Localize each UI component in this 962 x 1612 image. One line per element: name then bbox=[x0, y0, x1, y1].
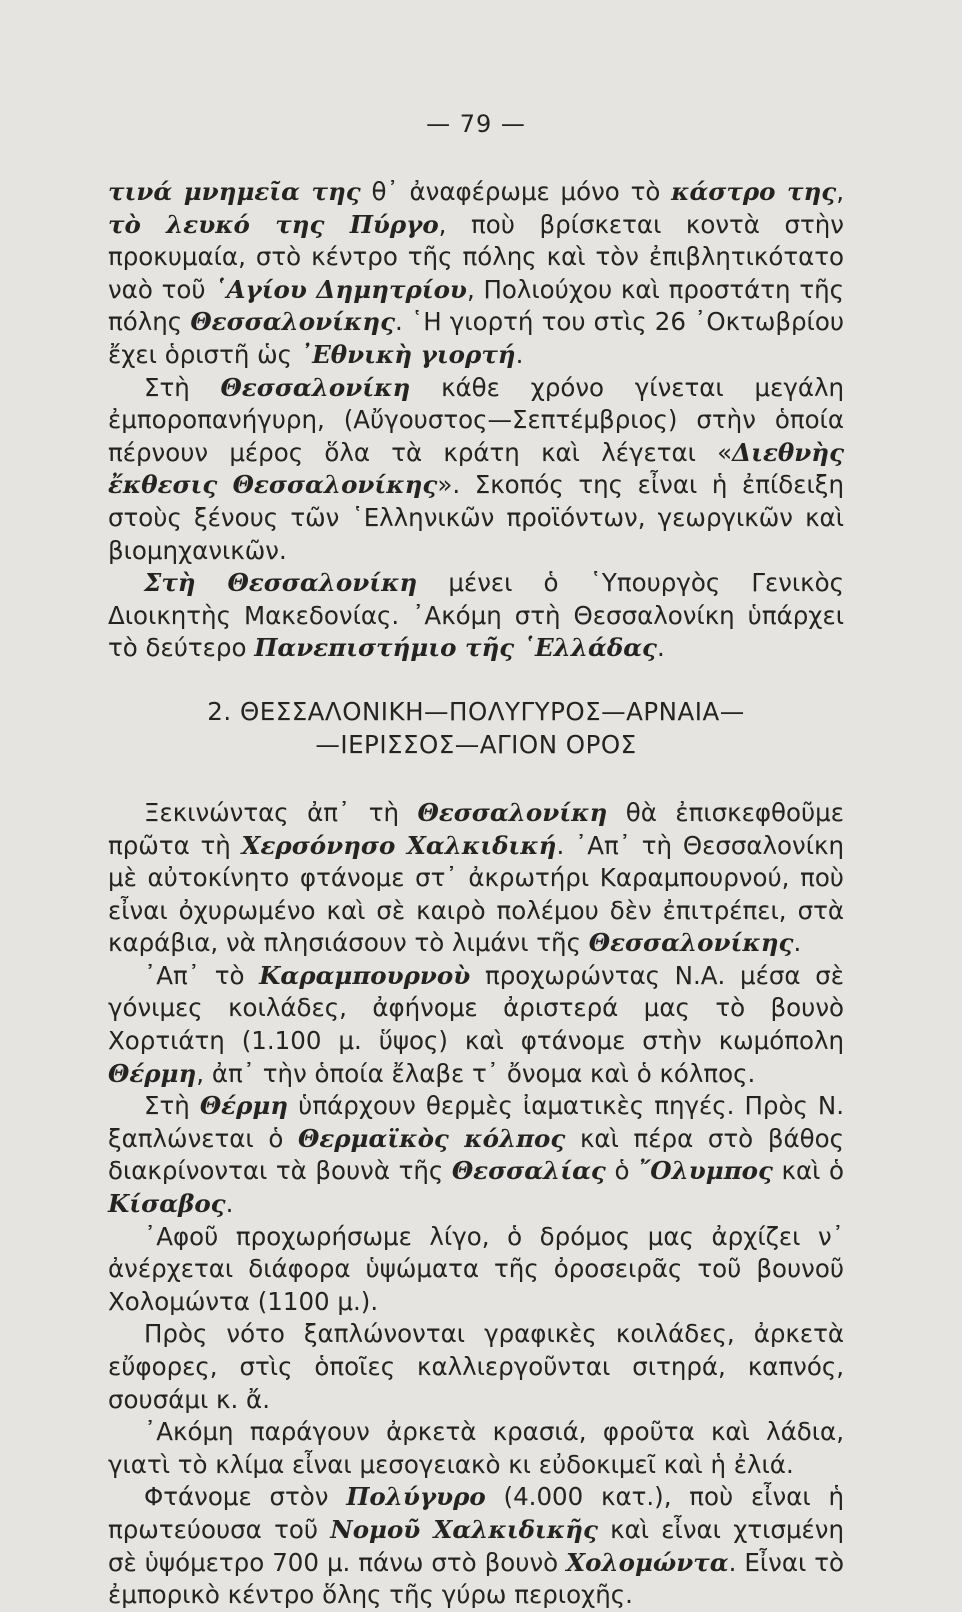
section-heading-line-2: —ΙΕΡΙΣΣΟΣ—ΑΓΙΟΝ ΟΡΟΣ bbox=[315, 729, 637, 759]
emphasized-term: Διεθνὴς ἔκθεσις Θεσσαλονίκης bbox=[108, 437, 844, 500]
text-run: , ἀπ᾽ τὴν ὁποία ἔλαβε τ᾽ ὄνομα καὶ ὁ κόλπος. bbox=[196, 1058, 756, 1088]
text-run: , Πολιούχου καὶ προστάτη τῆς πόλης bbox=[108, 274, 844, 337]
emphasized-term: Θερμαϊκὸς κόλπος bbox=[298, 1123, 566, 1153]
paragraph bbox=[108, 567, 844, 665]
text-run: . ῾Η γιορτή του στὶς 26 ᾽Οκτωβρίου ἔχει ὁριστῆ ὡς bbox=[108, 307, 845, 369]
text-run: . Εἶναι τὸ ἐμπορικὸ κέντρο ὅλης τῆς γύρω περιοχῆς. bbox=[108, 1547, 844, 1610]
emphasized-term: Θέρμη bbox=[108, 1058, 197, 1088]
emphasized-term: Θέρμη bbox=[199, 1091, 289, 1121]
text-run: ὑπάρχουν θερμὲς ἰαματικὲς πηγές. Πρὸς Ν. ξαπλώνεται ὁ bbox=[108, 1091, 845, 1153]
text-run: ». Σκοπός της εἶναι ἡ ἐπίδειξη στοὺς ξένους τῶν ῾Ελληνικῶν προϊόντων, γεωργικῶν καὶ βιομηχανικῶν. bbox=[108, 470, 844, 565]
section-heading-line-1: 2. ΘΕΣΣΑΛΟΝΙΚΗ—ΠΟΛΥΓΥΡΟΣ—ΑΡΝΑΙΑ— bbox=[207, 696, 745, 726]
text-run: , bbox=[836, 177, 844, 206]
emphasized-term: Πανεπιστήμιο τῆς ῾Ελλάδας bbox=[254, 633, 657, 663]
emphasized-term: Χολομώντα bbox=[566, 1547, 729, 1577]
emphasized-term: τὸ λευκό της Πύργο bbox=[108, 209, 439, 239]
text-run: καὶ εἶναι χτισμένη σὲ ὑψόμετρο 700 μ. πάνω στὸ βουνὸ bbox=[108, 1514, 844, 1577]
emphasized-term: Θεσσαλίας bbox=[451, 1156, 606, 1186]
paragraph bbox=[108, 960, 844, 1090]
emphasized-term: Κίσαβος bbox=[108, 1189, 226, 1219]
paragraph bbox=[108, 1416, 844, 1481]
emphasized-term: Θεσσαλονίκης bbox=[190, 307, 396, 337]
paragraph bbox=[108, 1221, 844, 1319]
text-run: . bbox=[225, 1189, 234, 1219]
bottom-text-block bbox=[108, 797, 844, 1612]
text-run: . bbox=[793, 928, 802, 958]
text-run: καὶ ὁ bbox=[772, 1156, 844, 1186]
emphasized-term: Θεσσαλονίκη bbox=[417, 797, 608, 827]
text-run: Πρὸς νότο ξαπλώνονται γραφικὲς κοιλάδες, ἀρκετὰ εὔφορες, στὶς ὁποῖες καλλιεργοῦνται σιτηρά, καπνός, σουσάμι κ. ἄ. bbox=[108, 1319, 844, 1414]
section-heading bbox=[108, 695, 844, 761]
emphasized-term: Νομοῦ Χαλκιδικῆς bbox=[330, 1514, 598, 1544]
text-run: . bbox=[656, 633, 665, 663]
text-run: θὰ ἐπισκεφθοῦμε πρῶτα τὴ bbox=[108, 797, 844, 860]
paragraph bbox=[108, 797, 844, 960]
text-run: . bbox=[515, 339, 524, 369]
emphasized-term: ῎Ολυμπος bbox=[638, 1156, 773, 1186]
text-run: (4.000 κατ.), ποὺ εἶναι ἡ πρωτεύουσα τοῦ bbox=[108, 1482, 845, 1544]
emphasized-term: ῾Αγίου Δημητρίου bbox=[214, 274, 467, 304]
text-run: Φτάνομε στὸν bbox=[144, 1482, 347, 1512]
text-run: προχωρώντας Ν.Α. μέσα σὲ γόνιμες κοιλάδες, ἀφήνομε ἀριστερά μας τὸ βουνὸ Χορτιάτη (1.100 μ. ὕψος) καὶ φτάνομε στὴν κωμόπολη bbox=[108, 960, 844, 1056]
emphasized-term: τινά μνημεῖα της bbox=[108, 177, 361, 206]
top-text-block bbox=[108, 176, 844, 665]
paragraph bbox=[108, 1090, 844, 1220]
emphasized-term: ᾽Εθνικὴ γιορτή bbox=[299, 339, 516, 369]
emphasized-term: Θεσσαλονίκη bbox=[220, 372, 411, 402]
page-number: — 79 — bbox=[426, 110, 526, 138]
emphasized-term: Πολύγυρο bbox=[346, 1482, 486, 1512]
emphasized-term: Χερσόνησο Χαλκιδική bbox=[241, 830, 557, 860]
emphasized-term: Θεσσαλονίκης bbox=[588, 928, 794, 958]
text-run: κάθε χρόνο γίνεται μεγάλη ἐμποροπανήγυρη, (Αὔγουστος—Σεπτέμβριος) στὴν ὁποία πέρνουν μέρος ὅλα τὰ κράτη καὶ λέγεται « bbox=[108, 372, 844, 467]
text-run: Στὴ bbox=[144, 1091, 200, 1121]
text-run: ᾽Αφοῦ προχωρήσωμε λίγο, ὁ δρόμος μας ἀρχίζει ν᾽ ἀνέρχεται διάφορα ὑψώματα τῆς ὀροσειρᾶς τοῦ βουνοῦ Χολομώντα (1100 μ.). bbox=[108, 1221, 844, 1316]
text-run: θ᾽ ἀναφέρωμε μόνο τὸ bbox=[360, 177, 672, 206]
text-run: μένει ὁ ῾Υπουργὸς Γενικὸς Διοικητὴς Μακεδονίας. ᾽Ακόμη στὴ Θεσσαλονίκη ὑπάρχει τὸ δεύτερο bbox=[108, 568, 844, 663]
text-run: ᾽Ακόμη παράγουν ἀρκετὰ κρασιά, φροῦτα καὶ λάδια, γιατὶ τὸ κλίμα εἶναι μεσογειακὸ κι εὐδοκιμεῖ καὶ ἡ ἐλιά. bbox=[108, 1417, 844, 1479]
text-run: , ποὺ βρίσκεται κοντὰ στὴν προκυμαία, στὸ κέντρο τῆς πόλης καὶ τὸν ἐπιβλητικότατο ναὸ τοῦ bbox=[108, 209, 844, 304]
emphasized-term: Καραμπουρνοὺ bbox=[259, 960, 471, 990]
paragraph bbox=[108, 1481, 844, 1611]
paragraph bbox=[108, 176, 844, 372]
text-run: Ξεκινώντας ἀπ᾽ τὴ bbox=[144, 797, 418, 827]
emphasized-term: κάστρο της bbox=[671, 177, 837, 206]
text-run: ᾽Απ᾽ τὸ bbox=[144, 960, 260, 990]
emphasized-term: Στὴ Θεσσαλονίκη bbox=[144, 568, 418, 598]
paragraph bbox=[108, 1318, 844, 1416]
text-run: ὁ bbox=[605, 1156, 639, 1186]
text-run: Στὴ bbox=[144, 372, 221, 402]
text-run: . ᾽Απ᾽ τὴ Θεσσαλονίκη μὲ αὐτοκίνητο φτάνομε στ᾽ ἀκρωτήρι Καραμπουρνού, ποὺ εἶναι ὀχυρωμένο καὶ σὲ καιρὸ πολέμου δὲν ἐπιτρέπει, στὰ καράβια, νὰ πλησιάσουν τὸ λιμάνι τῆς bbox=[108, 830, 844, 958]
paragraph bbox=[108, 372, 844, 568]
text-run: καὶ πέρα στὸ βάθος διακρίνονται τὰ βουνὰ τῆς bbox=[108, 1123, 844, 1186]
